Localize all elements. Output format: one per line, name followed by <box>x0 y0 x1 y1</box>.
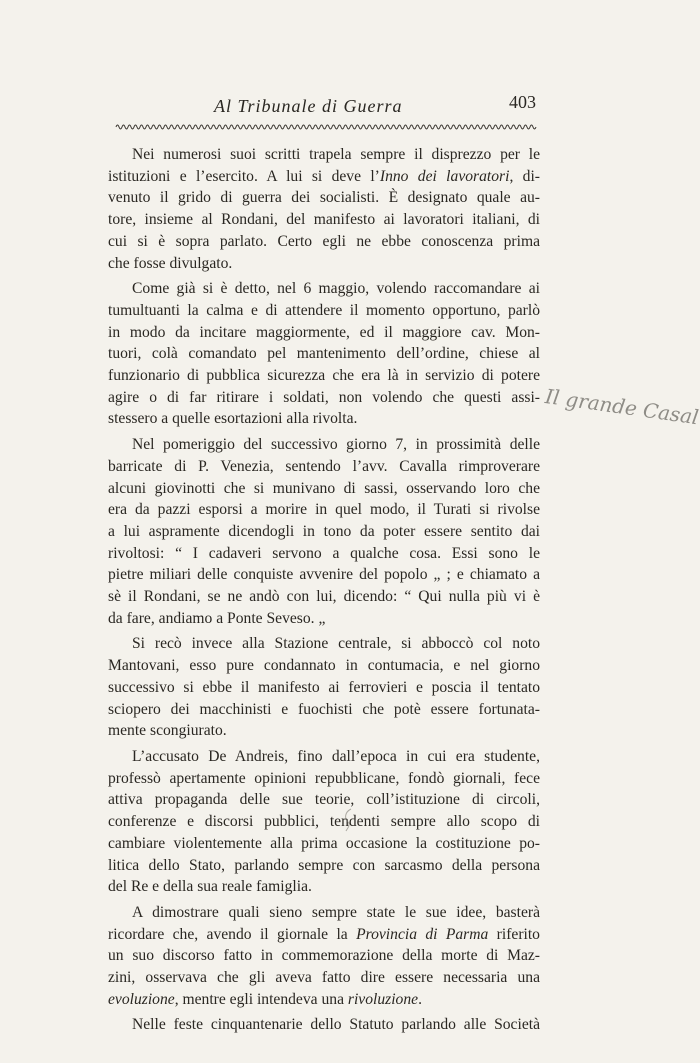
body-text <box>108 144 540 1036</box>
text-line: L’accusato De Andreis, fino dall’epoca in cui era studente, <box>132 747 540 765</box>
text-line: professò apertamente opinioni repubblicane, fondò giornali, fece <box>108 769 540 787</box>
text-line: Nel pomeriggio del successivo giorno 7, in prossimità delle <box>132 436 540 454</box>
text-line: tumultuanti la calma e di attendere il momento opportuno, parlò <box>108 301 540 319</box>
text-line: venuto il grido di guerra dei socialisti. È designato quale au- <box>108 189 540 207</box>
text-line: sè il Rondani, se ne andò con lui, dicendo: “ Qui nulla più vi è <box>108 588 540 606</box>
text-line: da fare, andiamo a Ponte Seveso. „ <box>108 609 326 627</box>
text-line: litica dello Stato, parlando sempre con sarcasmo della persona <box>108 856 540 874</box>
text-line: Nelle feste cinquantenarie dello Statuto parlando alle Società <box>132 1016 540 1034</box>
text-line: zini, osservava che gli aveva fatto dire essere necessaria una <box>108 969 540 987</box>
paragraph <box>108 1014 540 1036</box>
text-line: rivoltosi: “ I cadaveri servono a qualche cosa. Essi sono le <box>108 544 540 562</box>
text-line: Nei numerosi suoi scritti trapela sempre il disprezzo per le <box>132 146 540 163</box>
text-line: ricordare che, avendo il giornale la Provincia di Parma riferito <box>108 925 540 943</box>
text-line: alcuni giovinotti che si munivano di sassi, osservando loro che <box>108 479 540 497</box>
text-line: sciopero dei macchinisti e fuochisti che potè essere fortunata- <box>108 700 540 718</box>
text-line: stessero a quelle esortazioni alla rivolta. <box>108 410 358 428</box>
text-line: tuori, colà comandato pel mantenimento dell’ordine, chiese al <box>108 345 540 363</box>
handwritten-margin-note: Il grande Casal <box>543 384 700 430</box>
text-line: pietre miliari delle conquiste avvenire del popolo „ ; e chiamato a <box>108 566 540 584</box>
paragraph <box>108 902 540 1011</box>
text-line: che fosse divulgato. <box>108 254 233 272</box>
text-line: cui si è sopra parlato. Certo egli ne ebbe conoscenza prima <box>108 232 540 250</box>
decorative-wavy-rule <box>116 122 536 132</box>
page-number: 403 <box>509 92 536 112</box>
text-line: barricate di P. Venezia, sentendo l’avv. Cavalla rimproverare <box>108 457 540 475</box>
text-line: tore, insieme al Rondani, del manifesto ai lavoratori italiani, di <box>108 211 540 229</box>
paragraph <box>108 434 540 629</box>
text-line: istituzioni e l’esercito. A lui si deve l’Inno dei lavoratori, di- <box>108 167 540 185</box>
text-line: mente scongiurato. <box>108 722 227 740</box>
page-header <box>110 92 540 122</box>
text-line: A dimostrare quali sieno sempre state le sue idee, basterà <box>132 903 540 921</box>
paragraph <box>108 144 540 274</box>
text-line: attiva propaganda delle sue teorie, coll’istituzione di circoli, <box>108 791 540 809</box>
text-line: un suo discorso fatto in commemorazione della morte di Maz- <box>108 947 540 965</box>
text-line: funzionario di pubblica sicurezza che era là in servizio di potere <box>108 367 540 385</box>
text-line: Si recò invece alla Stazione centrale, si abboccò col noto <box>132 635 540 653</box>
text-line: in modo da incitare maggiormente, ed il maggiore cav. Mon- <box>108 323 540 341</box>
text-line: Mantovani, esso pure condannato in contumacia, e nel giorno <box>108 657 540 675</box>
text-line: del Re e della sua reale famiglia. <box>108 878 312 896</box>
text-line: era da pazzi esporsi a morire in quel modo, il Turati si rivolse <box>108 501 540 519</box>
text-line: agire o di far ritirare i soldati, non volendo che questi assi- <box>108 388 540 406</box>
paragraph <box>108 633 540 742</box>
text-line: successivo si ebbe il manifesto ai ferrovieri e poscia il tentato <box>108 678 540 696</box>
pencil-mark <box>342 808 356 832</box>
text-line: cambiare violentemente alla prima occasione la costituzione po- <box>108 834 540 852</box>
running-head: Al Tribunale di Guerra <box>214 96 403 116</box>
text-line: Come già si è detto, nel 6 maggio, volendo raccomandare ai <box>132 280 540 298</box>
text-line: conferenze e discorsi pubblici, tendenti sempre allo scopo di <box>108 813 540 831</box>
paragraph <box>108 278 540 430</box>
text-line: evoluzione, mentre egli intendeva una rivoluzione. <box>108 990 422 1008</box>
text-line: a lui aspramente dicendogli in tono da poter essere sentito dai <box>108 522 540 540</box>
paragraph <box>108 746 540 898</box>
